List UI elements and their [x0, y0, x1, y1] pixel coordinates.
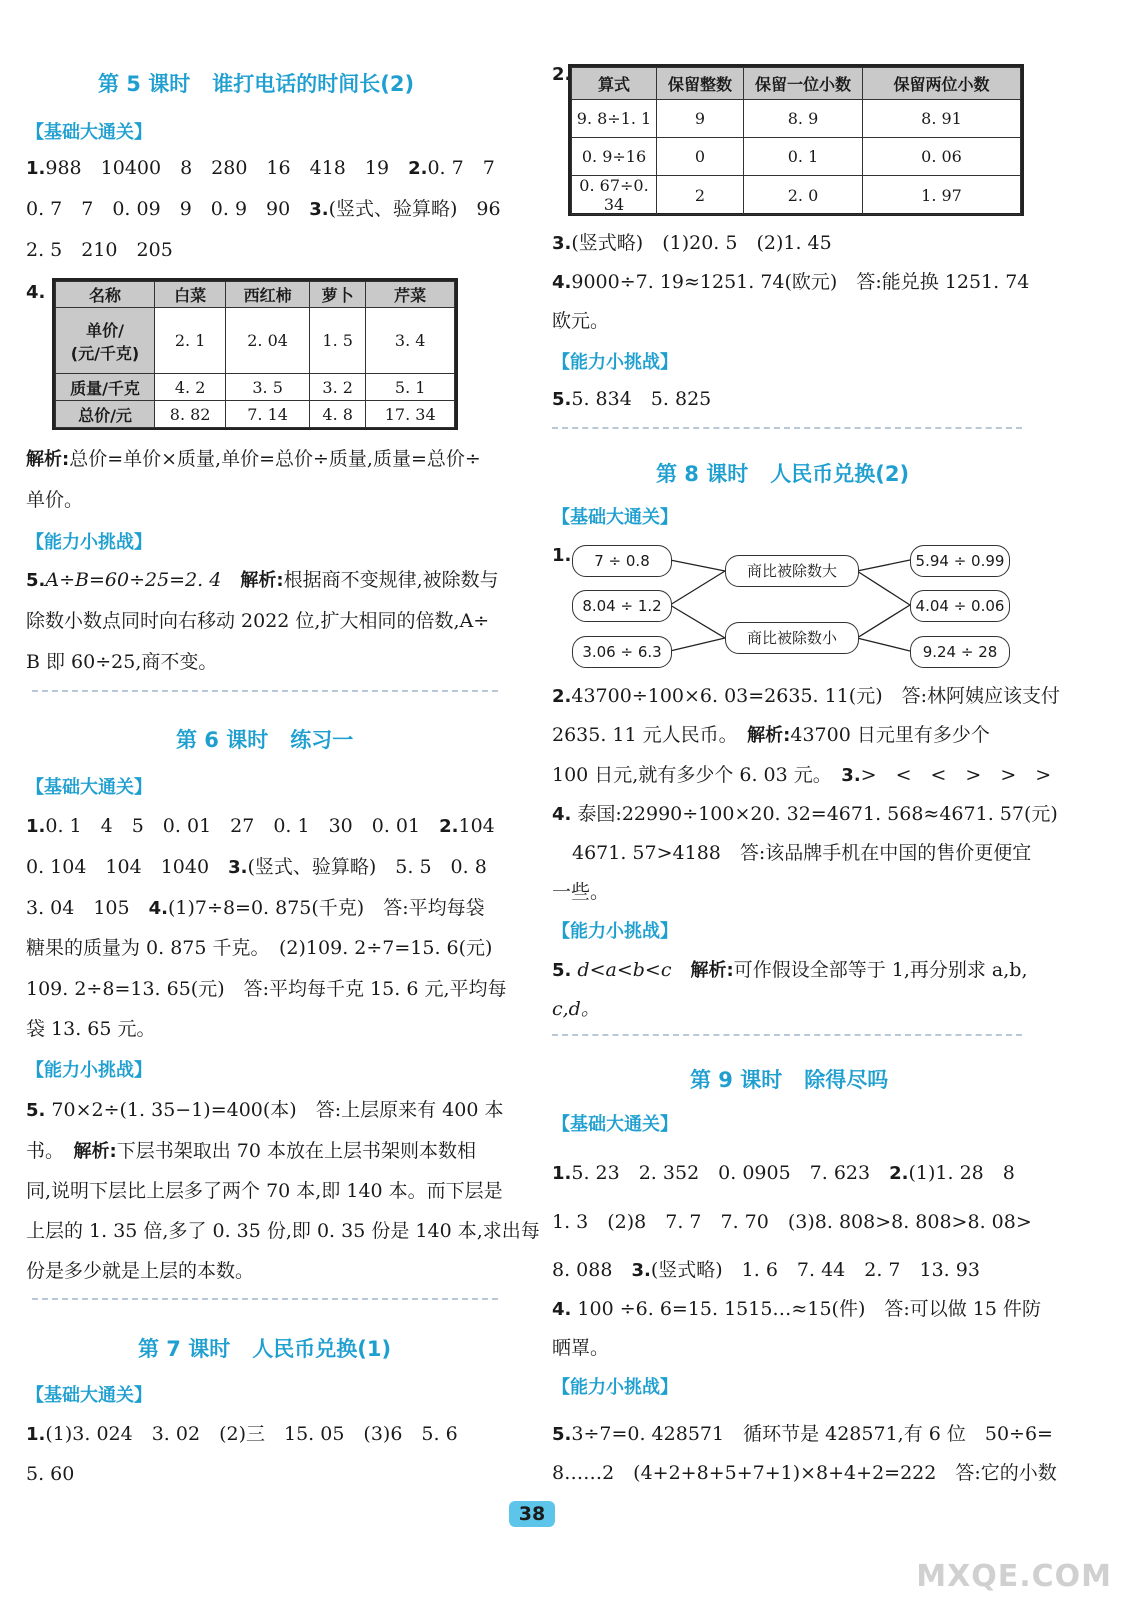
analysis-cont: 上层的 1. 35 倍,多了 0. 35 份,即 0. 35 份是 140 本,求出每	[26, 1220, 540, 1242]
table-cell: 4. 2	[155, 374, 226, 401]
answer-number: 3.	[552, 233, 572, 254]
lesson-5-title	[98, 68, 414, 98]
analysis-label: 解析:	[240, 570, 284, 591]
analysis-label: 解析:	[747, 725, 791, 746]
answer-text: 3÷7=0. 428571 循环节是 428571,有 6 位 50÷6=	[571, 1423, 1053, 1445]
expression-box: 4.04 ÷ 0.06	[910, 590, 1010, 622]
answer-number: 4.	[148, 898, 169, 919]
answer-4-cont: 糖果的质量为 0. 875 千克。 (2)109. 2÷7=15. 6(元)	[26, 937, 493, 959]
rounding-table	[571, 67, 1021, 215]
table-header: 算式	[572, 68, 657, 100]
answer-1	[552, 1160, 1015, 1187]
expression-box: 5.94 ÷ 0.99	[910, 545, 1010, 577]
answer-number: 5.	[552, 1424, 572, 1445]
analysis-text: 总价=单价×质量,单价=总价÷质量,质量=总价÷	[69, 448, 481, 470]
answer-text: 70×2÷(1. 35−1)=400(本) 答:上层原来有 400 本	[51, 1099, 504, 1121]
label-line: 单价/	[86, 320, 124, 340]
page-number: 38	[509, 1501, 555, 1527]
answer-number: 4.	[552, 804, 572, 825]
table-header: 萝卜	[309, 282, 365, 308]
answer-1	[26, 1421, 458, 1448]
answer-number: 2.	[889, 1163, 909, 1184]
analysis-label: 解析:	[73, 1141, 117, 1162]
table-header: 保留整数	[657, 68, 744, 100]
lesson-name: 人民币兑换(1)	[252, 1337, 392, 1361]
price-table	[55, 281, 455, 428]
answer-number: 5.	[552, 389, 572, 410]
answer-5	[552, 386, 711, 413]
table-cell: 0. 9÷16	[572, 138, 657, 176]
table-cell: 0. 06	[863, 138, 1021, 176]
answer-5-cont: 8……2 (4+2+8+5+7+1)×8+4+2=222 答:它的小数	[552, 1462, 1057, 1484]
analysis-text: 100 日元,就有多少个 6. 03 元。	[552, 764, 823, 786]
connector-line	[670, 571, 725, 605]
analysis-cont: 单价。	[26, 489, 84, 511]
section-divider	[552, 1034, 1022, 1036]
connector-line	[670, 638, 725, 651]
answer-4	[26, 895, 485, 922]
answer-1	[26, 813, 495, 840]
answer-number: 3.	[841, 765, 861, 786]
section-divider	[552, 427, 1022, 429]
answer-2-cont	[26, 196, 501, 223]
answer-text: 5. 834 5. 825	[571, 388, 712, 410]
analysis-text: 下层书架取出 70 本放在上层书架则本数相	[116, 1140, 476, 1162]
lesson-number: 第 5 课时	[98, 72, 191, 96]
expression-box: 8.04 ÷ 1.2	[572, 590, 672, 622]
connector-line	[857, 571, 910, 605]
category-box: 商比被除数大	[725, 555, 859, 587]
table-cell: 3. 5	[226, 374, 310, 401]
section-basic: 【基础大通关】	[26, 777, 152, 798]
answer-number: 2.	[408, 158, 428, 179]
table-cell: 2. 04	[226, 308, 310, 374]
analysis-cont: 份是多少就是上层的本数。	[26, 1260, 255, 1282]
lesson-9-title	[690, 1064, 888, 1094]
answer-2	[552, 683, 1060, 710]
table-header: 芹菜	[366, 282, 455, 308]
analysis	[26, 1138, 476, 1165]
lesson-number: 第 6 课时	[176, 728, 269, 752]
lesson-name: 谁打电话的时间长(2)	[212, 72, 415, 96]
connector-line	[857, 638, 910, 651]
row-label-total: 总价/元	[56, 401, 155, 428]
answer-number: 4.	[26, 282, 46, 303]
answer-2-cont: 1. 3 (2)8 7. 7 7. 70 (3)8. 808>8. 808>8. 08>	[552, 1211, 1032, 1233]
expression-box: 9.24 ÷ 28	[910, 636, 1010, 668]
lesson-number: 第 9 课时	[690, 1068, 783, 1092]
answer-4-cont: 袋 13. 65 元。	[26, 1018, 156, 1040]
answer-number: 4.	[552, 272, 572, 293]
answer-3	[552, 762, 1051, 789]
answer-4-cont: 4671. 57>4188 答:该品牌手机在中国的售价更便宜	[572, 842, 1032, 864]
connector-line	[670, 560, 725, 571]
section-challenge: 【能力小挑战】	[26, 532, 152, 553]
answer-4-cont: 109. 2÷8=13. 65(元) 答:平均每千克 15. 6 元,平均每	[26, 978, 507, 1000]
answer-text: (竖式、验算略) 96	[328, 198, 501, 220]
table-header: 保留一位小数	[744, 68, 863, 100]
lesson-6-title	[176, 724, 353, 754]
answer-number: 1.	[26, 1424, 46, 1445]
answer-3-cont: 2. 5 210 205	[26, 239, 173, 261]
answer-text: 104	[458, 815, 495, 837]
answer-text: 泰国:22990÷100×20. 32=4671. 568≈4671. 57(元)	[577, 803, 1058, 825]
answer-number: 1.	[26, 816, 46, 837]
answer-4	[552, 269, 1029, 296]
answer-number: 1.	[26, 158, 46, 179]
answer-number: 4.	[552, 1299, 572, 1320]
answer-number: 3.	[228, 857, 248, 878]
section-basic: 【基础大通关】	[26, 1385, 152, 1406]
answer-text: 2635. 11 元人民币。	[552, 724, 729, 746]
answer-text: 988 10400 8 280 16 418 19	[45, 157, 390, 179]
connector-line	[857, 605, 910, 638]
lesson-name: 除得尽吗	[804, 1068, 889, 1092]
answer-text: 书。	[26, 1140, 55, 1162]
table-header: 保留两位小数	[863, 68, 1021, 100]
answer-text: > < < > > >	[860, 764, 1052, 786]
table-cell: 17. 34	[366, 401, 455, 428]
analysis-text: 根据商不变规律,被除数与	[283, 569, 499, 591]
section-challenge: 【能力小挑战】	[552, 1377, 678, 1398]
answer-text: (1)3. 024 3. 02 (2)三 15. 05 (3)6 5. 6	[45, 1423, 458, 1445]
answer-text: (竖式略) 1. 6 7. 44 2. 7 13. 93	[650, 1259, 980, 1281]
answer-number: 1.	[552, 1163, 572, 1184]
answer-text: 43700÷100×6. 03=2635. 11(元) 答:林阿姨应该支付	[571, 685, 1061, 707]
table-cell: 2	[657, 176, 744, 215]
table-cell: 3. 2	[309, 374, 365, 401]
watermark: MXQE.COM	[916, 1559, 1112, 1594]
section-divider	[32, 1298, 498, 1300]
table-cell: 9. 8÷1. 1	[572, 100, 657, 138]
section-challenge: 【能力小挑战】	[552, 352, 678, 373]
answer-4	[552, 801, 1058, 828]
analysis-label: 解析:	[26, 449, 70, 470]
answer-5	[552, 1421, 1053, 1448]
section-challenge: 【能力小挑战】	[26, 1060, 152, 1081]
analysis-text: 43700 日元里有多少个	[790, 724, 990, 746]
answer-text: 0. 104 104 1040	[26, 856, 210, 878]
answer-text: (竖式、验算略) 5. 5 0. 8	[247, 856, 487, 878]
answer-text: A÷B=60÷25=2. 4	[45, 569, 222, 591]
table-cell: 2. 0	[744, 176, 863, 215]
answer-4-cont: 一些。	[552, 881, 610, 903]
answer-number: 2.	[439, 816, 459, 837]
answer-4-cont: 晒罩。	[552, 1337, 610, 1359]
answer-text: 0. 1 4 5 0. 01 27 0. 1 30 0. 01	[45, 815, 421, 837]
answer-number: 1.	[552, 545, 572, 566]
answer-text: 9000÷7. 19≈1251. 74(欧元) 答:能兑换 1251. 74	[571, 271, 1030, 293]
table-cell: 3. 4	[366, 308, 455, 374]
table-cell: 7. 14	[226, 401, 310, 428]
lesson-number: 第 8 课时	[656, 462, 749, 486]
section-basic: 【基础大通关】	[552, 1114, 678, 1135]
table-cell: 9	[657, 100, 744, 138]
answer-text: (1)1. 28 8	[908, 1162, 1015, 1184]
section-divider	[32, 690, 498, 692]
answer-number: 3.	[631, 1260, 651, 1281]
table-cell: 8. 91	[863, 100, 1021, 138]
label-line: (元/千克)	[70, 343, 140, 363]
analysis	[552, 722, 990, 749]
expression-box: 7 ÷ 0.8	[572, 545, 672, 577]
lesson-8-title	[656, 458, 909, 488]
answer-number: 2.	[552, 686, 572, 707]
analysis-text: 可作假设全部等于 1,再分别求 a,b,	[733, 959, 1028, 981]
answer-text: 0. 7 7	[427, 157, 495, 179]
analysis-cont: 除数小数点同时向右移动 2022 位,扩大相同的倍数,A÷	[26, 610, 490, 632]
row-label-mass: 质量/千克	[56, 374, 155, 401]
answer-5	[26, 567, 499, 594]
answer-number: 5.	[552, 960, 572, 981]
answer-4	[552, 1296, 1041, 1323]
lesson-7-title	[138, 1333, 391, 1363]
answer-text: (竖式略) (1)20. 5 (2)1. 45	[571, 232, 832, 254]
table-cell: 2. 1	[155, 308, 226, 374]
answer-1-cont: 5. 60	[26, 1463, 75, 1485]
answer-4-cont: 欧元。	[552, 310, 610, 332]
section-challenge: 【能力小挑战】	[552, 921, 678, 942]
answer-text: d<a<b<c	[577, 959, 672, 981]
table-header: 名称	[56, 282, 155, 308]
connector-line	[670, 605, 725, 638]
answer-number: 5.	[26, 1100, 46, 1121]
connector-line	[857, 560, 910, 571]
row-label-price	[56, 308, 155, 374]
table-header: 西红柿	[226, 282, 310, 308]
answer-2-cont	[26, 854, 487, 881]
answer-number: 3.	[309, 199, 329, 220]
table-cell: 0. 1	[744, 138, 863, 176]
table-cell: 1. 97	[863, 176, 1021, 215]
table-cell: 8. 9	[744, 100, 863, 138]
answer-5	[26, 1097, 503, 1124]
answer-1	[26, 155, 495, 182]
analysis	[26, 446, 481, 473]
lesson-name: 练习一	[290, 728, 354, 752]
lesson-number: 第 7 课时	[138, 1337, 231, 1361]
lesson-name: 人民币兑换(2)	[770, 462, 910, 486]
analysis-cont: 同,说明下层比上层多了两个 70 本,即 140 本。而下层是	[26, 1180, 503, 1202]
section-basic: 【基础大通关】	[552, 507, 678, 528]
analysis-label: 解析:	[690, 960, 734, 981]
answer-5	[552, 957, 1027, 984]
answer-text: 5. 23 2. 352 0. 0905 7. 623	[571, 1162, 871, 1184]
answer-text: 3. 04 105	[26, 897, 130, 919]
analysis-cont: B 即 60÷25,商不变。	[26, 651, 218, 673]
table-cell: 1. 5	[309, 308, 365, 374]
answer-text: 0. 7 7 0. 09 9 0. 9 90	[26, 198, 291, 220]
answer-3	[552, 230, 832, 257]
analysis-cont: c,d。	[552, 998, 600, 1020]
table-cell: 4. 8	[309, 401, 365, 428]
answer-text: (1)7÷8=0. 875(千克) 答:平均每袋	[168, 897, 485, 919]
answer-3	[552, 1257, 980, 1284]
table-header: 白菜	[155, 282, 226, 308]
answer-number: 5.	[26, 570, 46, 591]
table-cell: 5. 1	[366, 374, 455, 401]
table-cell: 0	[657, 138, 744, 176]
expression-box: 3.06 ÷ 6.3	[572, 636, 672, 668]
answer-text: 8. 088	[552, 1259, 613, 1281]
section-basic: 【基础大通关】	[26, 122, 152, 143]
answer-text: 100 ÷6. 6=15. 1515…≈15(件) 答:可以做 15 件防	[577, 1298, 1042, 1320]
category-box: 商比被除数小	[725, 622, 859, 654]
answer-number: 2.	[552, 64, 572, 85]
table-cell: 0. 67÷0. 34	[572, 176, 657, 215]
table-cell: 8. 82	[155, 401, 226, 428]
